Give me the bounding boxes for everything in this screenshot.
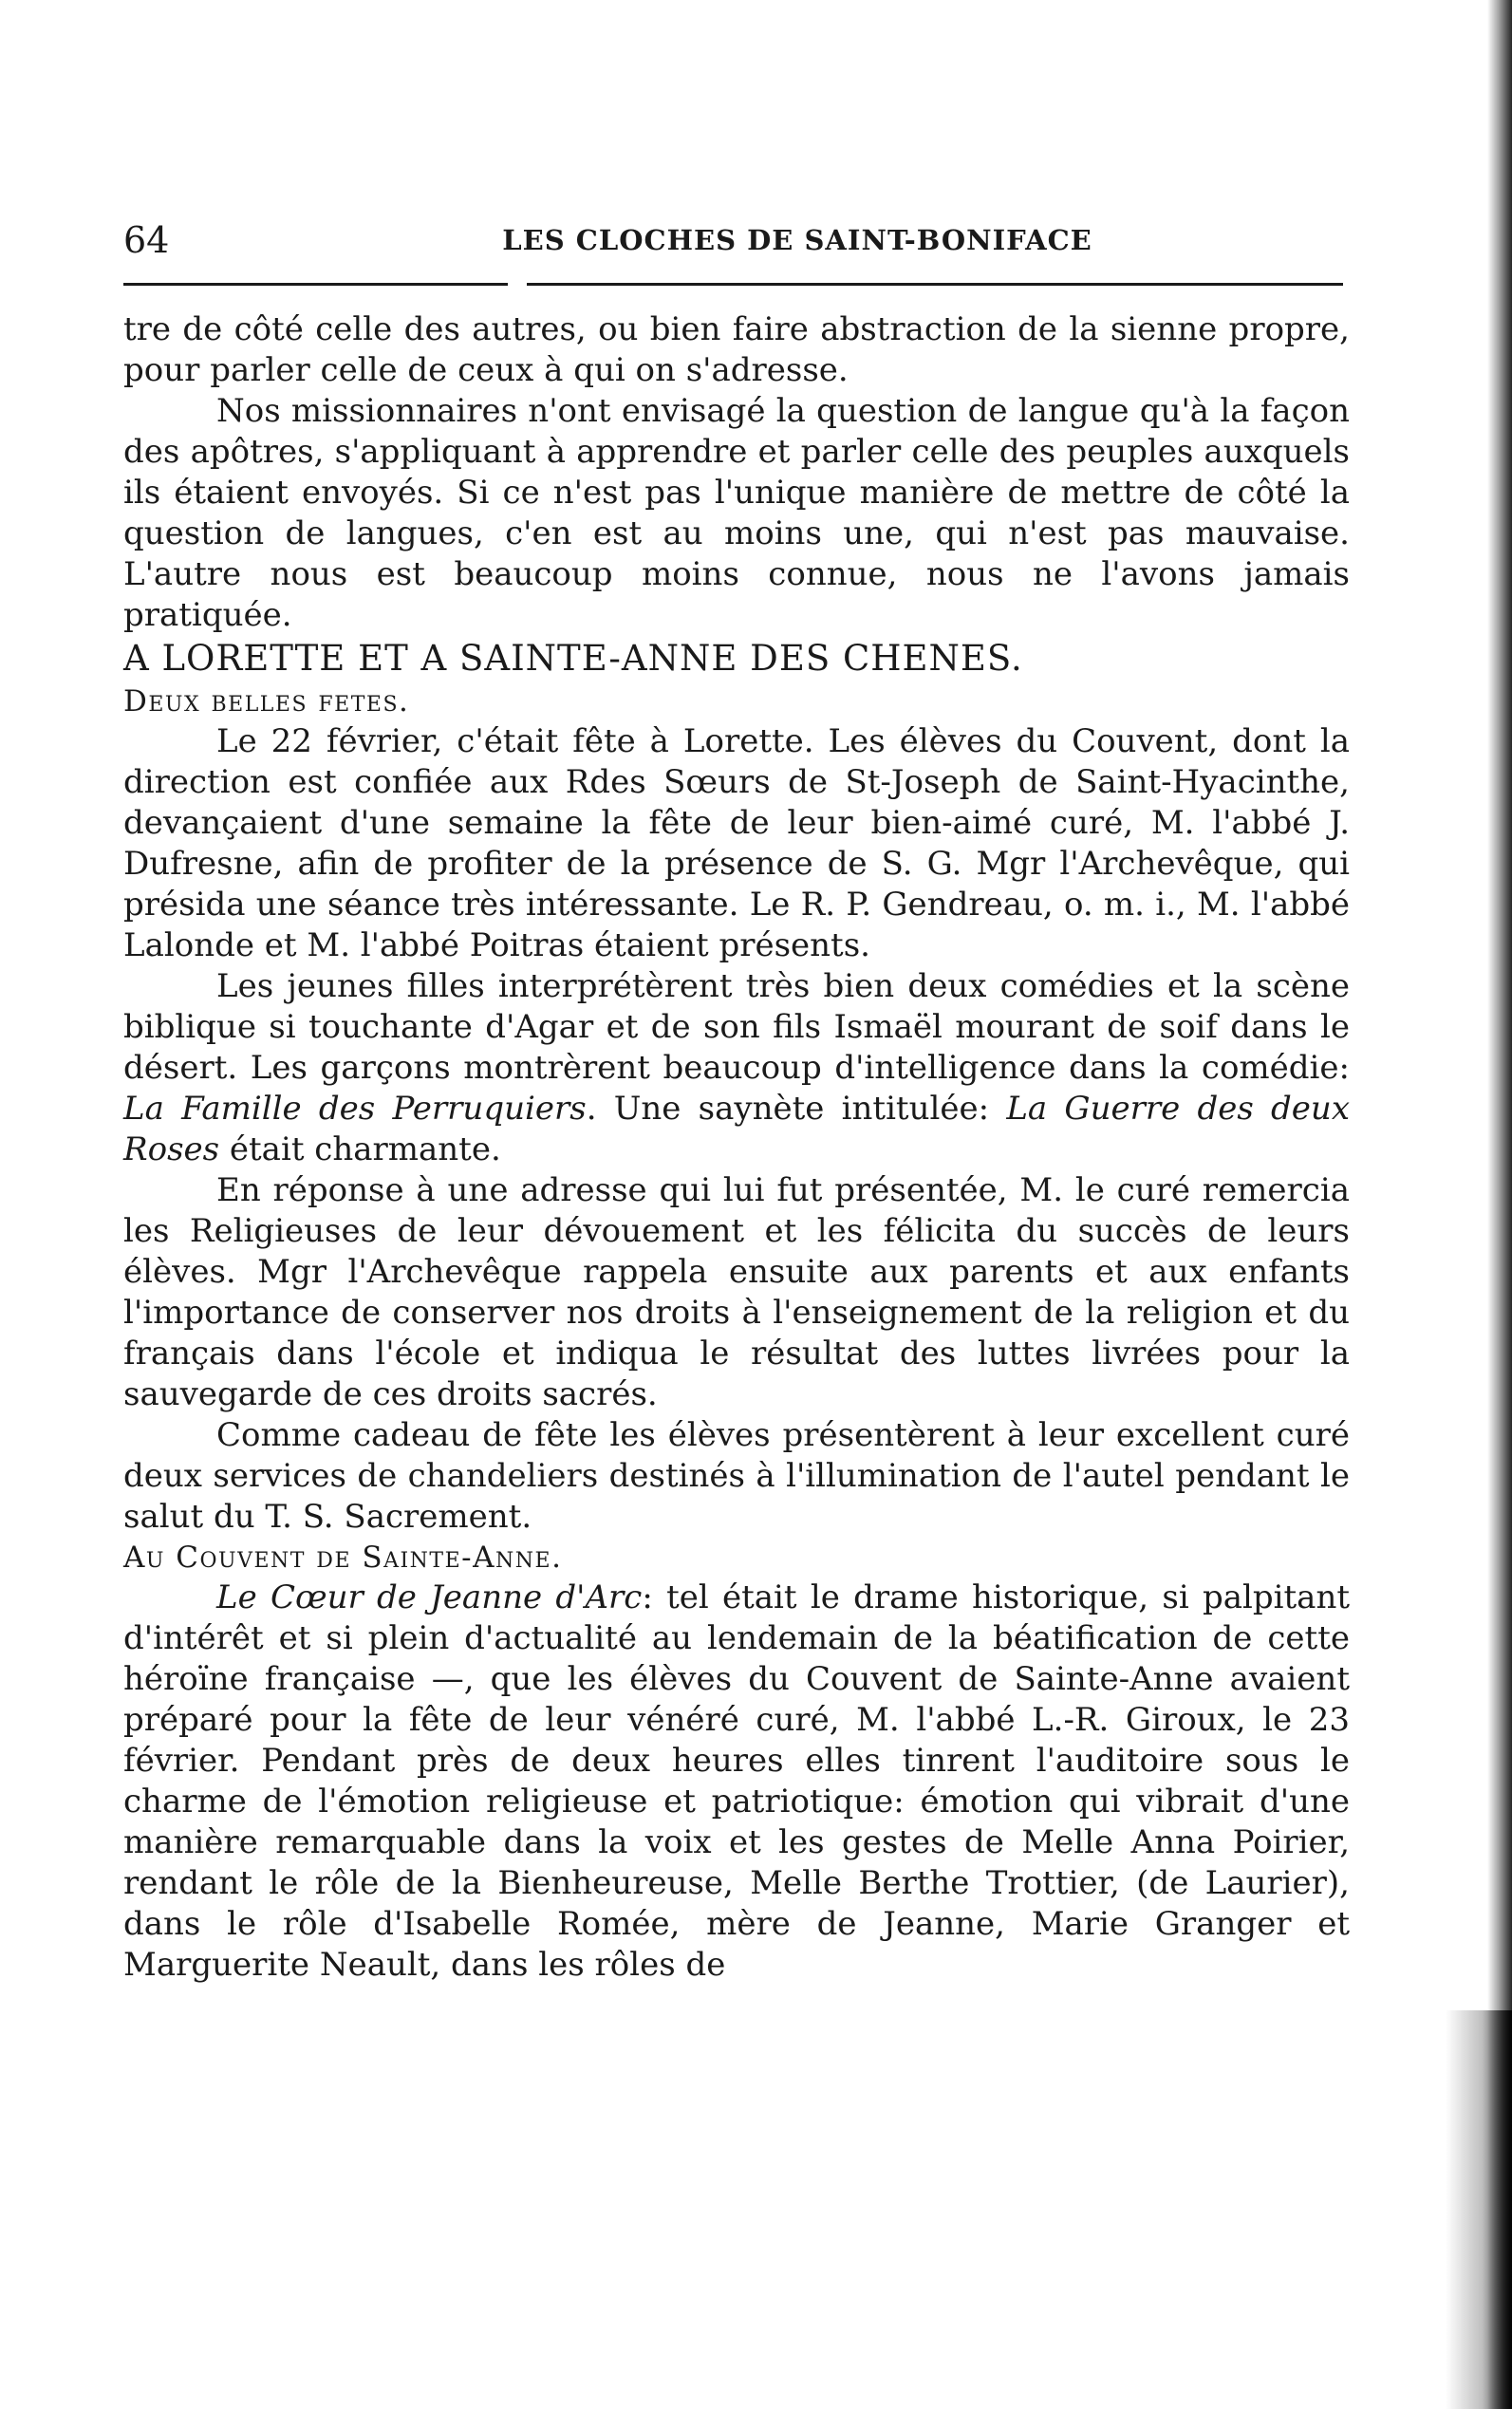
section-title: A LORETTE ET A SAINTE-ANNE DES CHENES. [123,638,1023,679]
paragraph-comedies [123,966,1350,1170]
paragraph-jeanne-darc [123,1578,1350,1986]
section-subtitle-convent: Au Couvent de Sainte-Anne. [123,1541,563,1575]
text-run: : tel était le drame historique, si palpitant d'intérêt et si plein d'actualité au lendemain de la béatification de cette héroïne française —, que les élèves du Couvent de Sainte-Anne avaient préparé pour la fête de leur vénéré curé, M. l'abbé L.-R. Giroux, le 23 février. Pendant près de deux heures elles tinrent l'auditoire sous le charme de l'émotion religieuse et patriotique: émotion qui vibrait d'une manière remarquable dans la voix et les gestes de Melle Anna Poirier, rendant le rôle de la Bienheureuse, Melle Berthe Trottier, (de Laurier), dans le rôle d'Isabelle Romée, mère de Jeanne, Marie Granger et Marguerite Neault, dans les rôles de [123,1578,1351,1984]
page-header [123,216,1348,264]
paragraph-missionaries: Nos missionnaires n'ont envisagé la question de langue qu'à la façon des apôtres, s'appliquant à apprendre et parler celle des peuples auxquels ils étaient envoyés. Si ce n'est pas l'unique manière de mettre de côté la question de langues, c'en est au moins une, qui n'est pas mauvaise. L'autre nous est beaucoup moins connue, nous ne l'avons jamais pratiquée. [123,392,1350,634]
text-run: était charmante. [219,1130,501,1168]
page-number: 64 [123,219,170,261]
text-run: Les jeunes filles interprétèrent très bien deux comédies et la scène biblique si touchante d'Agar et de son fils Ismaël mourant de soif dans le désert. Les garçons montrèrent beaucoup d'intelligence dans la comédie: [123,967,1350,1087]
header-rule-right [527,283,1343,286]
section-subtitle: Deux belles fetes. [123,684,410,719]
paragraph-lorette: Le 22 février, c'était fête à Lorette. Les élèves du Couvent, dont la direction est confiée aux Rdes Sœurs de St-Joseph de Saint-Hyacinthe, devançaient d'une semaine la fête de leur bien-aimé curé, M. l'abbé J. Dufresne, afin de profiter de la présence de S. G. Mgr l'Archevêque, qui présida une séance très intéressante. Le R. P. Gendreau, o. m. i., M. l'abbé Lalonde et M. l'abbé Poitras étaient présents. [123,722,1350,964]
body-text [123,309,1350,1986]
paragraph-gift: Comme cadeau de fête les élèves présentèrent à leur excellent curé deux services de chandeliers destinés à l'illumination de l'autel pendant le salut du T. S. Sacrement. [123,1416,1350,1536]
paragraph-reply: En réponse à une adresse qui lui fut présentée, M. le curé remercia les Religieuses de leur dévouement et les félicita du succès de leurs élèves. Mgr l'Archevêque rappela ensuite aux parents et aux enfants l'importance de conserver nos droits à l'enseignement de la religion et du français dans l'école et indiqua le résultat des luttes livrées pour la sauvegarde de ces droits sacrés. [123,1171,1350,1413]
running-title: LES CLOCHES DE SAINT-BONIFACE [502,224,1092,256]
play-title-roses: La Guerre des deux Roses [123,1090,1350,1168]
paragraph-continued: tre de côté celle des autres, ou bien faire abstraction de la sienne propre, pour parler celle de ceux à qui on s'adresse. [123,310,1350,389]
header-rule-left [123,283,508,286]
play-title-jeanne: Le Cœur de Jeanne d'Arc [216,1578,643,1616]
text-run: . Une saynète intitulée: [586,1090,1007,1128]
binding-shadow-bottom [1446,2010,1512,2409]
play-title-perruquiers: La Famille des Perruquiers [123,1090,587,1128]
